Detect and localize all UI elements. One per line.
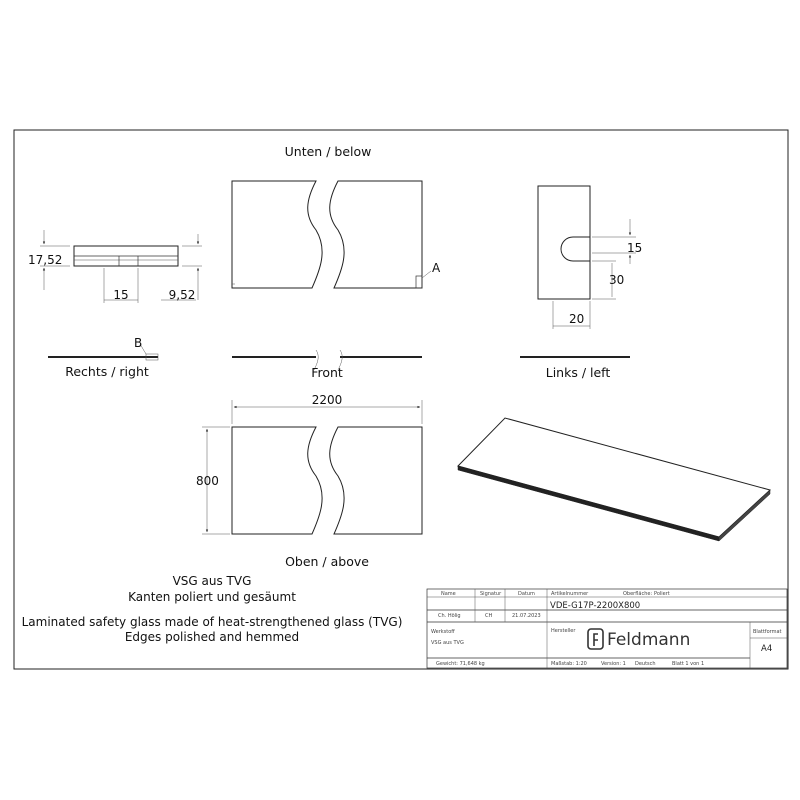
note-line-3: Laminated safety glass made of heat-strengthened glass (TVG) — [21, 615, 403, 629]
view-label-above: Oben / above — [285, 554, 369, 569]
tb-header-artikelnummer: Artikelnummer — [551, 591, 589, 597]
above-plate-right — [330, 427, 422, 534]
tb-artikelnummer: VDE-G17P-2200X800 — [550, 601, 641, 611]
above-plate-left — [232, 427, 322, 534]
below-plate-left — [232, 181, 322, 288]
tb-header-datum: Datum — [518, 591, 535, 597]
view-label-front: Front — [311, 365, 343, 380]
tb-oberflaeche-value: Poliert — [654, 591, 670, 597]
isometric-view — [458, 418, 770, 541]
left-notch — [561, 237, 590, 261]
note-line-1: VSG aus TVG — [172, 574, 252, 588]
sheet-border — [14, 130, 788, 669]
view-right-section — [28, 230, 202, 303]
dim-inner-9-52: 9,52 — [168, 288, 196, 302]
tb-massstab: Maßstab: 1:20 — [551, 661, 587, 667]
below-plate-right — [330, 181, 422, 288]
dim-width-2200: 2200 — [311, 393, 343, 407]
tb-logo-text: Feldmann — [607, 630, 691, 650]
note-line-4: Edges polished and hemmed — [124, 630, 300, 644]
dim-inner-15: 15 — [113, 288, 129, 302]
tb-sprache: Deutsch — [635, 661, 656, 667]
tb-werkstoff: VSG aus TVG — [431, 640, 464, 646]
tb-gewicht: Gewicht: 71,648 kg — [436, 661, 485, 667]
tb-signatur: CH — [485, 613, 493, 619]
dim-left-30: 30 — [609, 273, 625, 287]
tb-version: Version: 1 — [601, 661, 626, 667]
dim-left-20: 20 — [569, 312, 585, 326]
dim-left-15: 15 — [627, 241, 643, 255]
left-plate-outline — [538, 186, 590, 299]
tb-header-hersteller: Hersteller — [551, 628, 576, 634]
tb-datum: 21.07.2023 — [512, 613, 541, 619]
tb-blatt: Blatt 1 von 1 — [672, 661, 705, 667]
view-above — [196, 393, 422, 569]
tb-header-blattformat: Blattformat — [753, 629, 782, 635]
notes — [22, 574, 403, 644]
callout-a: A — [432, 261, 441, 275]
edge-views-row — [48, 336, 630, 380]
tb-name: Ch. Hölig — [438, 613, 461, 619]
view-label-below: Unten / below — [284, 144, 372, 159]
tb-header-oberflaeche: Oberfläche: — [623, 591, 653, 597]
feldmann-logo-icon — [588, 629, 603, 649]
view-below — [232, 144, 441, 288]
dim-thickness: 17,52 — [28, 253, 63, 267]
title-block — [427, 589, 787, 668]
dim-height-800: 800 — [196, 474, 219, 488]
callout-b: B — [134, 336, 143, 350]
iso-top-face — [458, 418, 770, 537]
view-label-left: Links / left — [545, 365, 611, 380]
tb-header-name: Name — [441, 591, 456, 597]
view-label-right: Rechts / right — [65, 364, 149, 379]
detail-a-box — [416, 276, 422, 288]
tb-header-signatur: Signatur — [480, 591, 502, 597]
tb-header-werkstoff: Werkstoff — [431, 629, 455, 635]
tb-blattformat: A4 — [761, 644, 773, 654]
note-line-2: Kanten poliert und gesäumt — [128, 590, 296, 604]
view-left-detail — [538, 186, 642, 329]
